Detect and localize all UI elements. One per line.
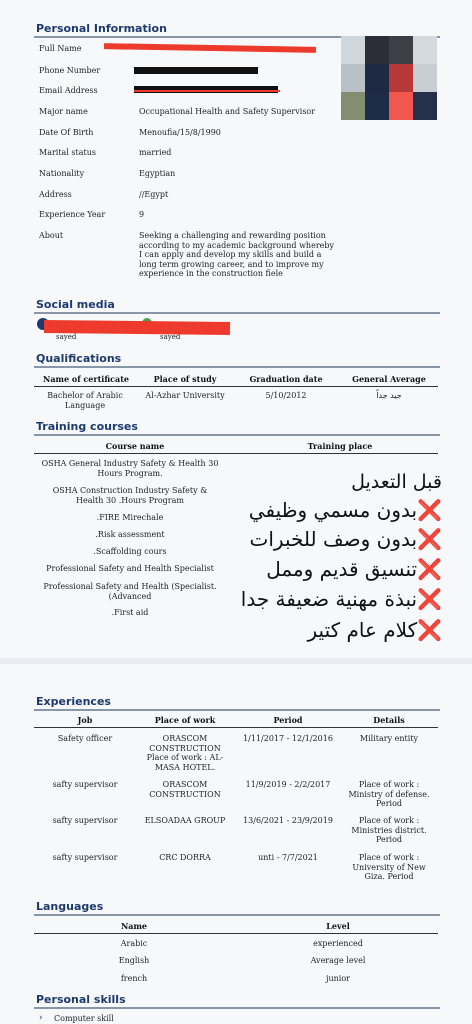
section-divider [34, 434, 440, 436]
value-about: Seeking a challenging and rewarding position according to my academic background whereby I can apply and develop my skills and build a long term growing career, and to improve my experience in the construction fiele [139, 231, 335, 278]
overlay-point [308, 618, 443, 642]
value-nationality: Egyptian [139, 169, 176, 178]
exp-cell: 11/9/2019 - 2/2/2017 [245, 780, 331, 789]
exp-cell: safty supervisor [52, 853, 118, 862]
exp-cell: ELSOADAA GROUP [144, 816, 226, 825]
lang-cell: English [118, 956, 150, 965]
qual-col-average: General Average [352, 374, 426, 384]
overlay-point [250, 527, 442, 551]
label-dob: Date Of Birth [39, 128, 94, 137]
exp-cell: Place of work : Ministry of defense. Period [348, 780, 430, 808]
label-address: Address [39, 190, 72, 199]
exp-cell: safty supervisor [52, 780, 118, 789]
overlay-title: قبل التعديل [351, 471, 442, 493]
experiences-heading: Experiences [36, 695, 111, 708]
exp-cell: ORASCOM CONSTRUCTION [149, 780, 221, 799]
exp-cell: unti - 7/7/2021 [258, 853, 318, 862]
table-rule [34, 727, 438, 728]
profile-photo-blurred [341, 36, 437, 120]
personal-info-heading: Personal Information [36, 22, 167, 35]
value-dob: Menoufia/15/8/1990 [139, 128, 221, 137]
qual-col-certificate: Name of certificate [43, 374, 129, 384]
label-full-name: Full Name [39, 44, 82, 53]
exp-cell: 1/11/2017 - 12/1/2016 [243, 734, 333, 743]
label-phone: Phone Number [39, 66, 101, 75]
exp-col-job: Job [77, 715, 93, 725]
table-rule [34, 933, 438, 934]
exp-col-details: Details [373, 715, 405, 725]
label-about: About [39, 231, 64, 240]
training-course: .First aid [111, 608, 149, 617]
section-divider [34, 914, 440, 916]
exp-cell: Place of work : Ministries district. Period [351, 816, 427, 844]
label-major: Major name [39, 107, 88, 116]
social-media-heading: Social media [36, 298, 115, 311]
qual-col-date: Graduation date [249, 374, 323, 384]
label-experience-year: Experience Year [39, 210, 106, 219]
training-col-course: Course name [105, 441, 165, 451]
cross-icon: ❌ [417, 557, 442, 581]
training-course: Professional Safety and Health (Specialist.(Advanced [43, 582, 217, 601]
table-rule [34, 386, 438, 387]
qual-cell: 5/10/2012 [265, 391, 307, 400]
exp-cell: safty supervisor [52, 816, 118, 825]
overlay-point [266, 557, 442, 581]
exp-cell: Safety officer [57, 734, 113, 743]
cross-icon: ❌ [417, 587, 442, 611]
label-email: Email Address [39, 86, 98, 95]
training-course: Professional Safety and Health Specialist [46, 564, 214, 573]
overlay-point-text: كلام عام كتير [307, 618, 418, 642]
training-heading: Training courses [36, 420, 138, 433]
training-course: .FIRE Mirechale [96, 513, 164, 522]
training-course: OSHA General Industry Safety & Health 30 Hours Program. [41, 459, 219, 478]
training-course: OSHA Construction Industry Safety & Health 30 .Hours Program [52, 486, 208, 505]
redaction-mark [134, 90, 280, 92]
cross-icon: ❌ [417, 498, 442, 522]
exp-col-period: Period [273, 715, 303, 725]
redaction-mark [104, 43, 316, 53]
exp-cell: Military entity [359, 734, 419, 743]
value-address: //Egypt [139, 190, 169, 199]
chevron-right-icon: › [39, 1013, 43, 1023]
section-divider [34, 366, 440, 368]
label-marital: Marital status [39, 148, 96, 157]
exp-cell: Place of work : University of New Giza. Period [352, 853, 426, 881]
overlay-point-text: تنسيق قديم وممل [266, 557, 418, 581]
social-item[interactable]: sayed [160, 333, 181, 341]
exp-cell: ORASCOM CONSTRUCTION Place of work : AL-MASA HOTEL. [146, 734, 224, 772]
overlay-point [241, 587, 442, 611]
value-experience-year: 9 [139, 210, 145, 219]
overlay-point-text: نبذة مهنية ضعيفة جدا [240, 587, 418, 611]
training-course: .Risk assessment [95, 530, 165, 539]
cross-icon: ❌ [417, 618, 442, 642]
exp-cell: 13/6/2021 - 23/9/2019 [243, 816, 333, 825]
lang-col-level: Level [326, 921, 350, 931]
cross-icon: ❌ [417, 527, 442, 551]
exp-col-place: Place of work [154, 715, 216, 725]
lang-cell: Average level [310, 956, 366, 965]
overlay-point [249, 498, 442, 522]
lang-cell: Arabic [120, 939, 148, 948]
qual-cell: جيد جداً [376, 391, 402, 400]
overlay-point-text: بدون مسمي وظيفي [248, 498, 418, 522]
resume-page-2 [0, 664, 472, 1024]
social-item[interactable]: sayed [56, 333, 77, 341]
skills-heading: Personal skills [36, 993, 126, 1006]
redaction-mark [134, 67, 258, 74]
qualifications-heading: Qualifications [36, 352, 122, 365]
section-divider [34, 1007, 440, 1009]
skill-item: Computer skill [54, 1014, 114, 1023]
section-divider [34, 709, 440, 711]
value-major: Occupational Health and Safety Supervisor [139, 107, 316, 116]
languages-heading: Languages [36, 900, 104, 913]
qual-col-place: Place of study [153, 374, 217, 384]
table-rule [34, 453, 438, 454]
qual-cell: Al-Azhar University [145, 391, 225, 400]
training-col-place: Training place [307, 441, 373, 451]
qual-cell: Bachelor of Arabic Language [47, 391, 123, 410]
lang-cell: junior [326, 974, 350, 983]
lang-cell: french [120, 974, 148, 983]
exp-cell: CRC DORRA [159, 853, 211, 862]
section-divider [34, 312, 440, 314]
lang-cell: experienced [313, 939, 363, 948]
value-marital: married [139, 148, 172, 157]
lang-col-name: Name [120, 921, 148, 931]
training-course: .Scaffolding cours [93, 547, 167, 556]
overlay-point-text: بدون وصف للخبرات [249, 527, 418, 551]
label-nationality: Nationality [39, 169, 85, 178]
